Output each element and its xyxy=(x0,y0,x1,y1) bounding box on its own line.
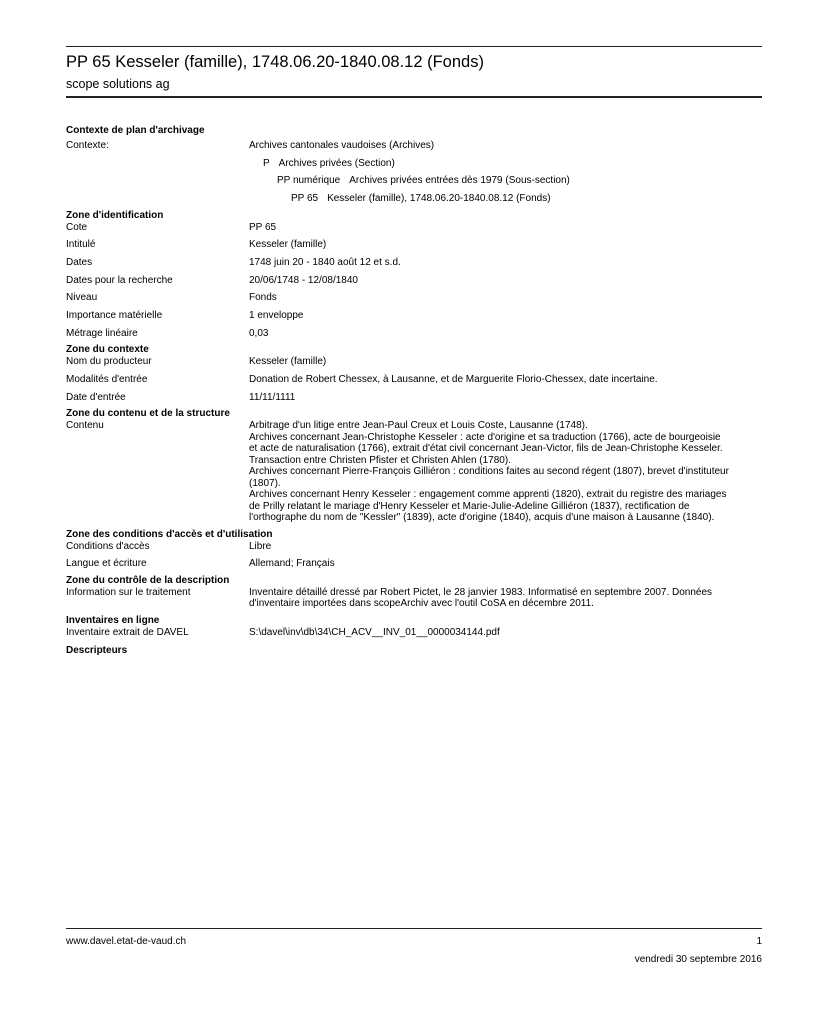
field-label: Nom du producteur xyxy=(66,356,152,368)
page-subtitle: scope solutions ag xyxy=(66,77,170,91)
footer-rule xyxy=(66,928,762,929)
field-value: Kesseler (famille) xyxy=(249,356,327,368)
content-line: Archives concernant Pierre-François Gilliéron : conditions faites au second régent (1807), brevet d'instituteur xyxy=(249,466,729,478)
footer-date: vendredi 30 septembre 2016 xyxy=(634,954,762,965)
identification-row xyxy=(66,257,762,269)
header-bottom-rule xyxy=(66,96,762,98)
field-value: 0,03 xyxy=(249,327,269,339)
field-value: 11/11/1111 xyxy=(249,391,296,403)
footer-website: www.davel.etat-de-vaud.ch xyxy=(66,936,187,947)
field-value: Donation de Robert Chessex, à Lausanne, et de Marguerite Florio-Chessex, date incertaine. xyxy=(249,373,658,385)
field-label: Conditions d'accès xyxy=(66,540,150,552)
field-label: Dates xyxy=(66,256,93,268)
header-top-rule xyxy=(66,46,762,47)
context-level-3-text: Kesseler (famille), 1748.06.20-1840.08.12 (Fonds) xyxy=(327,193,551,205)
control-text xyxy=(249,587,762,610)
field-value: Libre xyxy=(249,540,272,552)
inventory-file-path: S:\davel\inv\db\34\CH_ACV__INV_01__0000034144.pdf xyxy=(249,626,500,638)
context-level-2-code: PP numérique xyxy=(277,175,341,187)
identification-row xyxy=(66,310,762,322)
identification-row xyxy=(66,328,762,340)
identification-row xyxy=(66,275,762,287)
section-title-identification: Zone d'identification xyxy=(66,209,164,221)
content-line: de Prilly relatant le mariage d'Henry Kesseler et Marie-Julie-Adeline Gilliéron (1837), rectification de xyxy=(249,500,690,512)
section-title-control: Zone du contrôle de la description xyxy=(66,574,230,586)
field-label: Niveau xyxy=(66,292,98,304)
field-value: 1 enveloppe xyxy=(249,310,304,321)
field-value: Allemand; Français xyxy=(249,558,335,570)
context-label: Contexte: xyxy=(66,140,109,151)
field-value: 20/06/1748 - 12/08/1840 xyxy=(249,274,358,286)
field-value: Fonds xyxy=(249,292,277,304)
section-title-online-inventories: Inventaires en ligne xyxy=(66,614,160,626)
content-line: Archives concernant Jean-Christophe Kesseler : acte d'origine et sa traduction (1766), acte de bourgeoisie xyxy=(249,431,721,443)
context-level-2-text: Archives privées entrées dès 1979 (Sous-section) xyxy=(349,175,570,187)
section-title-content: Zone du contenu et de la structure xyxy=(66,408,230,420)
field-label: Contenu xyxy=(66,420,104,432)
content-line: Transaction entre Christen Pfister et Christen Ahlen (1780). xyxy=(249,454,511,466)
context-level-2 xyxy=(66,175,762,187)
context-level-1 xyxy=(66,158,762,170)
identification-row xyxy=(66,239,762,251)
access-row xyxy=(66,558,762,570)
context-level-0 xyxy=(249,140,762,152)
control-row xyxy=(66,587,762,610)
field-label: Information sur le traitement xyxy=(66,586,191,598)
context-level-1-text: Archives privées (Section) xyxy=(278,157,395,169)
identification-row xyxy=(66,292,762,304)
field-value: Kesseler (famille) xyxy=(249,239,327,251)
field-value: PP 65 xyxy=(249,221,277,233)
field-value: 1748 juin 20 - 1840 août 12 et s.d. xyxy=(249,256,401,268)
context-zone-row xyxy=(66,374,762,386)
context-level-3-code: PP 65 xyxy=(291,193,319,205)
field-label: Langue et écriture xyxy=(66,558,147,570)
content-line: (1807). xyxy=(249,477,281,489)
section-title-access: Zone des conditions d'accès et d'utilisation xyxy=(66,528,273,540)
field-label: Dates pour la recherche xyxy=(66,274,173,286)
field-label: Date d'entrée xyxy=(66,391,126,403)
field-label: Métrage linéaire xyxy=(66,327,138,339)
field-label: Intitulé xyxy=(66,239,96,251)
section-title-context: Zone du contexte xyxy=(66,344,149,356)
field-label: Cote xyxy=(66,221,88,233)
content-line: Arbitrage d'un litige entre Jean-Paul Creux et Louis Coste, Lausanne (1748). xyxy=(249,420,588,432)
control-line: d'inventaire importées dans scopeArchiv avec l'outil CoSA en décembre 2011. xyxy=(249,598,594,610)
field-label: Importance matérielle xyxy=(66,310,163,321)
section-title-archive-context: Contexte de plan d'archivage xyxy=(66,125,205,136)
online-row xyxy=(66,627,762,639)
content-line: l'orthographe du nom de "Kessler" (1839), acte d'origine (1840), acquis d'une maison à Lausanne (1840). xyxy=(249,512,715,524)
content-line: Archives concernant Henry Kesseler : engagement comme apprenti (1820), extrait du registre des mariages xyxy=(249,489,727,501)
content-line: et acte de naturalisation (1766), extrait d'état civil concernant Jean-Victor, fils de Jean-Christophe Kesseler. xyxy=(249,443,723,455)
context-zone-row xyxy=(66,392,762,404)
content-row xyxy=(66,420,762,524)
content-text xyxy=(249,420,762,524)
context-row xyxy=(66,140,762,152)
control-line: Inventaire détaillé dressé par Robert Pictet, le 28 janvier 1983. Informatisé en septembre 2007. Données xyxy=(249,586,713,598)
access-row xyxy=(66,541,762,553)
document-body xyxy=(66,125,762,657)
context-level-1-code: P xyxy=(263,157,270,169)
context-level-0-text: Archives cantonales vaudoises (Archives) xyxy=(249,140,435,151)
footer-page-number: 1 xyxy=(756,936,762,947)
page-title: PP 65 Kesseler (famille), 1748.06.20-1840.08.12 (Fonds) xyxy=(66,53,484,71)
field-label: Inventaire extrait de DAVEL xyxy=(66,626,189,638)
identification-row xyxy=(66,222,762,234)
context-zone-row xyxy=(66,356,762,368)
field-label: Modalités d'entrée xyxy=(66,373,148,385)
section-title-descriptors: Descripteurs xyxy=(66,645,128,657)
context-level-3 xyxy=(66,193,762,205)
